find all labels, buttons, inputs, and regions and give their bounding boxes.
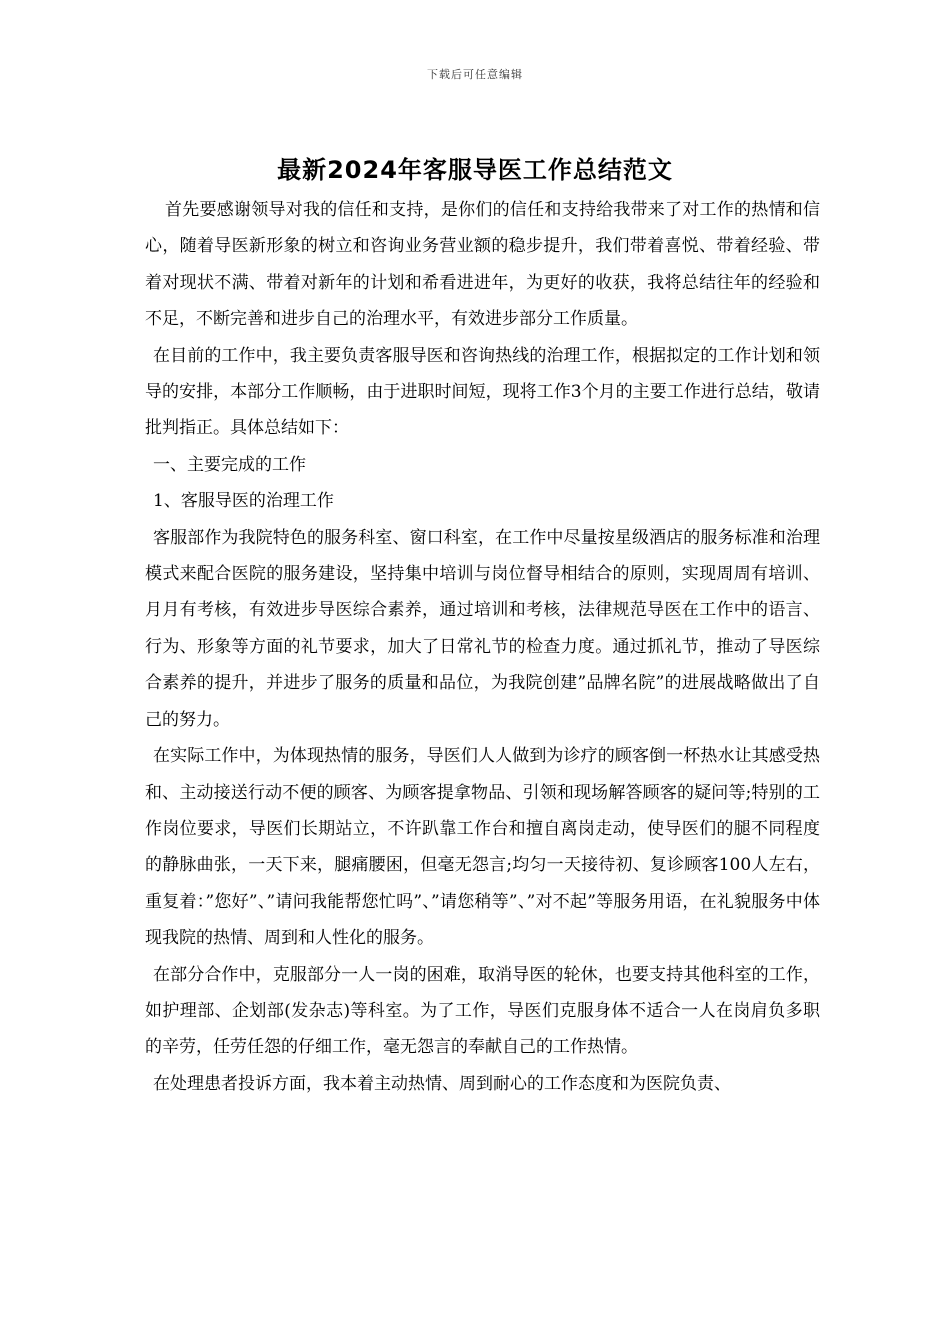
subsection-heading-guide-management: 1、客服导医的治理工作 [153, 491, 334, 512]
document-body [145, 192, 820, 1102]
section-heading-main-work: 一、主要完成的工作 [153, 454, 306, 475]
paragraph-complaints: 在处理患者投诉方面，我本着主动热情、周到耐心的工作态度和为医院负责、 [153, 1073, 731, 1094]
header-note: 下载后可任意编辑 [427, 68, 523, 81]
paragraph-intro: 首先要感谢领导对我的信任和支持，是你们的信任和支持给我带来了对工作的热情和信心，随着导医新形象的树立和咨询业务营业额的稳步提升，我们带着喜悦、带着经验、带着对现状不满、带着对新年的计划和希看进进年，为更好的收获，我将总结往年的经验和不足，不断完善和进步自己的治理水平，有效进步部分工作质量。 [145, 200, 820, 330]
paragraph-cooperation: 在部分合作中，克服部分一人一岗的困难，取消导医的轮休，也要支持其他科室的工作，如护理部、企划部(发杂志)等科室。为了工作，导医们克服身体不适合一人在岗肩负多职的辛劳，任劳任怨的仔细工作，毫无怨言的奉献自己的工作热情。 [145, 964, 820, 1058]
paragraph-practical-work: 在实际工作中，为体现热情的服务，导医们人人做到为诊疗的顾客倒一杯热水让其感受热和、主动接送行动不便的顾客、为顾客提拿物品、引领和现场解答顾客的疑问等;特别的工作岗位要求，导医们长期站立，不许趴靠工作台和擅自离岗走动，使导医们的腿不同程度的静脉曲张，一天下来，腿痛腰困，但毫无怨言;均匀一天接待初、复诊顾客100人左右，重复着：”您好”、”请问我能帮您忙吗”、”请您稍等”、”对不起”等服务用语，在礼貌服务中体现我院的热情、周到和人性化的服务。 [145, 746, 820, 949]
paragraph-service-standards: 客服部作为我院特色的服务科室、窗口科室，在工作中尽量按星级酒店的服务标准和治理模式来配合医院的服务建设，坚持集中培训与岗位督导相结合的原则，实现周周有培训、月月有考核，有效进步导医综合素养，通过培训和考核，法律规范导医在工作中的语言、行为、形象等方面的礼节要求，加大了日常礼节的检查力度。通过抓礼节，推动了导医综合素养的提升，并进步了服务的质量和品位，为我院创建”品牌名院”的进展战略做出了自己的努力。 [145, 527, 820, 730]
document-title: 最新2024年客服导医工作总结范文 [277, 156, 673, 184]
paragraph-current-work: 在目前的工作中，我主要负责客服导医和咨询热线的治理工作，根据拟定的工作计划和领导的安排，本部分工作顺畅，由于进职时间短，现将工作3个月的主要工作进行总结，敬请批判指正。具体总结如下： [145, 345, 820, 439]
